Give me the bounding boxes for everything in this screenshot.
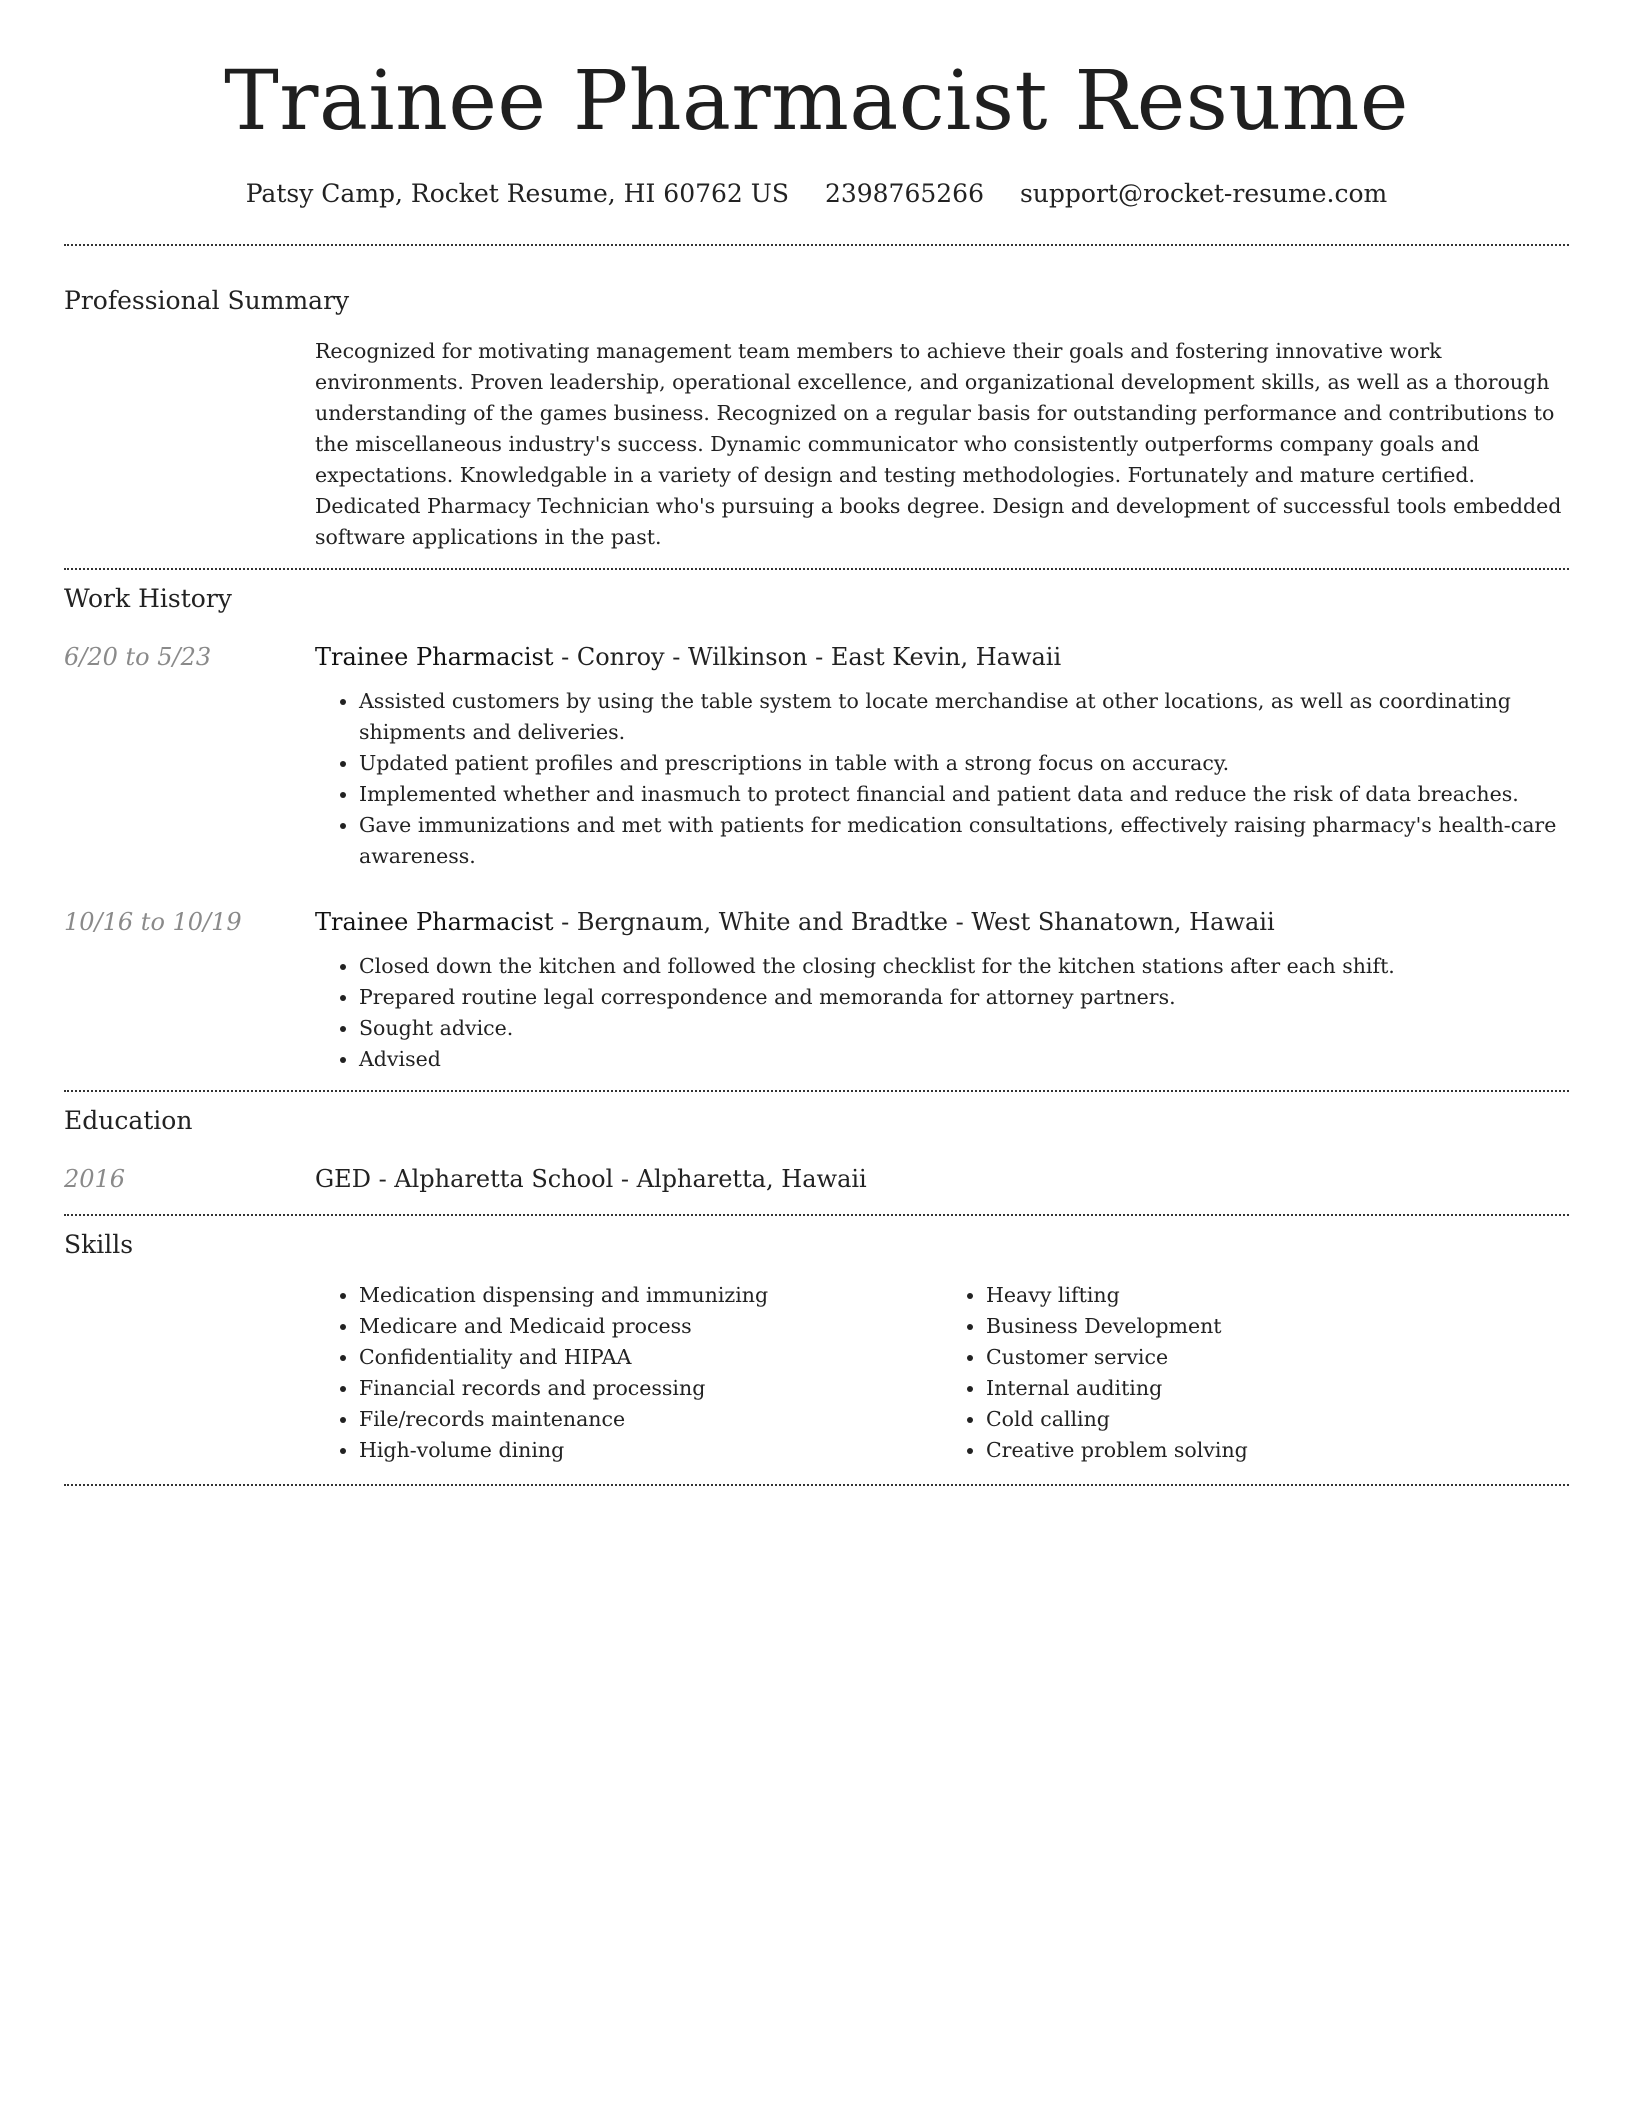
summary-heading: Professional Summary [64,286,350,315]
list-item: • Assisted customers by using the table system to locate merchandise at other locations, as well as coordinating shipments and deliveries. [359,686,1613,748]
education-heading: Education [64,1106,193,1135]
job-dates: 10/16 to 10/19 [64,908,242,936]
list-item: • Updated patient profiles and prescriptions in table with a strong focus on accuracy. [359,748,1613,779]
skill-item: • Business Development [986,1311,1569,1342]
skill-item: • Cold calling [986,1404,1569,1435]
list-item: • Sought advice. [359,1013,1613,1044]
skills-section [64,1228,1569,1466]
skill-item: • Medication dispensing and immunizing [359,1280,942,1311]
skills-columns [315,1280,1569,1466]
job-heading [315,905,1569,939]
skill-item: • Financial records and processing [359,1373,942,1404]
summary-text: Recognized for motivating management team members to achieve their goals and fostering innovative work environments. Proven leadership, operational excellence, and organizational development skills, as well as a thorough understanding of the games business. Recognized on a regular basis for outstanding performance and contributions to the miscellaneous industry's success. Dynamic communicator who consistently outperforms company goals and expectations. Knowledgable in a variety of design and testing methodologies. Fortunately and mature certified. Dedicated Pharmacy Technician who's pursuing a books degree. Design and development of successful tools embedded software applications in the past. [315,339,1562,549]
divider [64,568,1569,570]
job-entry [64,640,1569,872]
skills-heading: Skills [64,1230,134,1259]
contact-line [64,176,1569,212]
job-bullets [315,686,1613,872]
skill-item: • Creative problem solving [986,1435,1569,1466]
list-item: • Gave immunizations and met with patients for medication consultations, effectively raising pharmacy's health-care awareness. [359,810,1613,872]
resume-page [64,0,1569,1486]
education-year: 2016 [64,1165,126,1193]
skill-item: • High-volume dining [359,1435,942,1466]
skill-item: • Heavy lifting [986,1280,1569,1311]
skill-item: • Internal auditing [986,1373,1569,1404]
contact-address: Patsy Camp, Rocket Resume, HI 60762 US [245,179,789,208]
job-details: - Conroy - Wilkinson - East Kevin, Hawaii [553,643,1062,671]
job-title: Trainee Pharmacist [315,643,554,671]
education-section [64,1104,1569,1196]
list-item: • Prepared routine legal correspondence and memoranda for attorney partners. [359,982,1613,1013]
list-item: • Closed down the kitchen and followed the closing checklist for the kitchen stations after each shift. [359,951,1613,982]
job-dates: 6/20 to 5/23 [64,643,212,671]
divider [64,1484,1569,1486]
skills-list-right [942,1280,1569,1466]
job-title: Trainee Pharmacist [315,908,554,936]
education-entry [64,1162,1569,1196]
education-details: GED - Alpharetta School - Alpharetta, Hawaii [315,1165,867,1193]
job-entry [64,905,1569,1075]
contact-email[interactable]: support@rocket-resume.com [1019,179,1388,208]
divider [64,1214,1569,1216]
job-bullets [315,951,1613,1075]
list-item: • Implemented whether and inasmuch to protect financial and patient data and reduce the risk of data breaches. [359,779,1613,810]
job-heading [315,640,1569,674]
summary-section [64,284,1569,553]
list-item: • Advised [359,1044,1613,1075]
divider [64,1090,1569,1092]
work-history-section [64,582,1569,1075]
skill-item: • File/records maintenance [359,1404,942,1435]
skill-item: • Medicare and Medicaid process [359,1311,942,1342]
work-history-heading: Work History [64,584,232,613]
job-details: - Bergnaum, White and Bradtke - West Shanatown, Hawaii [553,908,1275,936]
skill-item: • Confidentiality and HIPAA [359,1342,942,1373]
divider [64,244,1569,246]
contact-phone: 2398765266 [824,179,984,208]
skills-list-left [315,1280,942,1466]
skill-item: • Customer service [986,1342,1569,1373]
resume-title: Trainee Pharmacist Resume [224,54,1409,149]
